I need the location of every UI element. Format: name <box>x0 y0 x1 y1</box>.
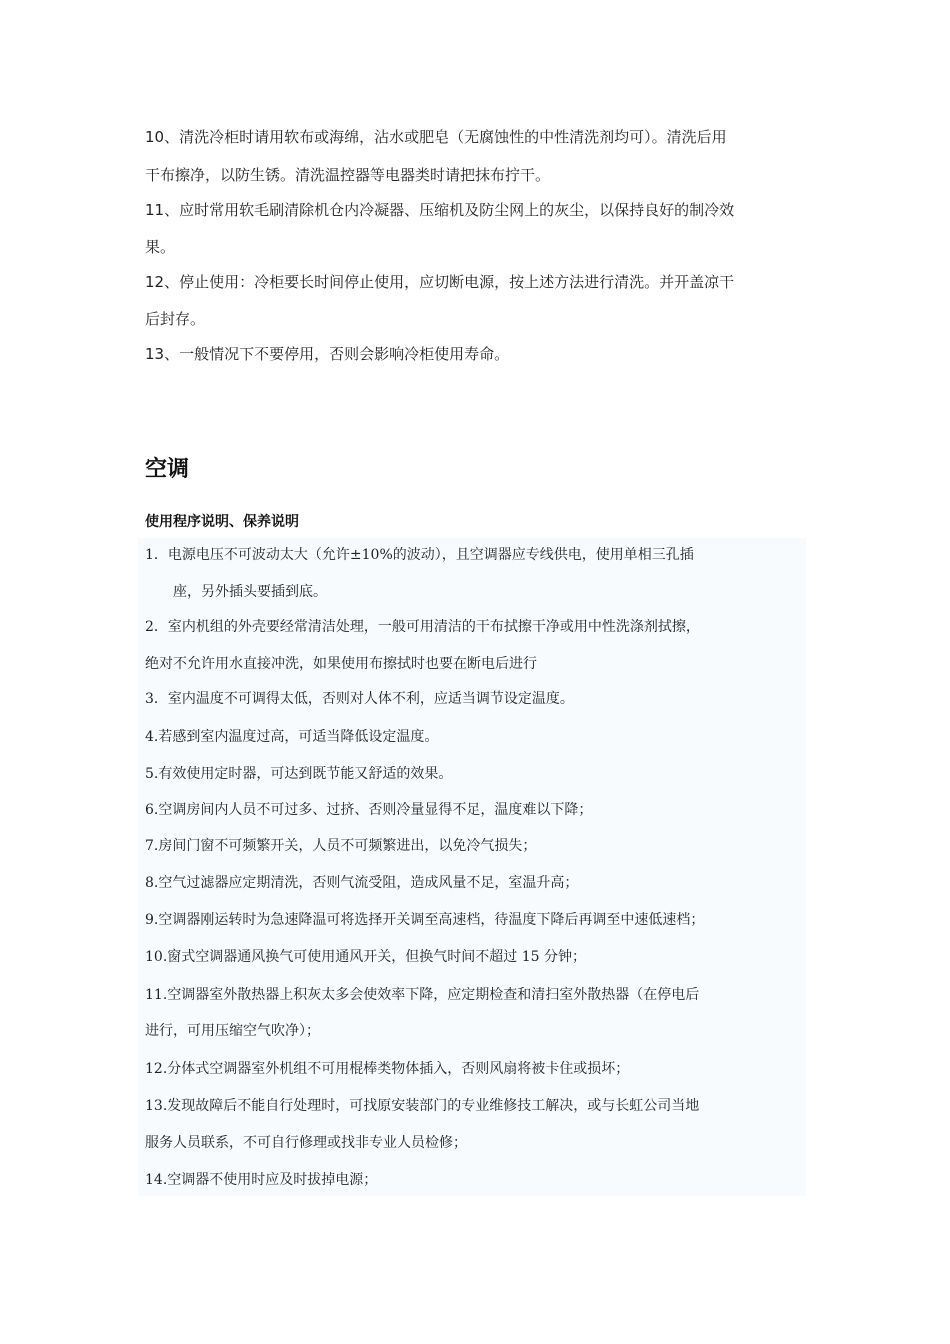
ac-item-line: 9.空调器刚运转时为急速降温可将选择开关调至高速档，待温度下降后再调至中速低速档； <box>145 912 705 928</box>
fridge-item-line: 10、清洗冷柜时请用软布或海绵，沾水或肥皂（无腐蚀性的中性清洗剂均可）。清洗后用 <box>145 128 727 146</box>
ac-item-line: 7.房间门窗不可频繁开关，人员不可频繁进出，以免冷气损失； <box>145 838 537 854</box>
ac-item-line: 服务人员联系，不可自行修理或找非专业人员检修； <box>145 1135 467 1151</box>
fridge-item-line: 果。 <box>145 238 176 256</box>
fridge-item-line: 11、应时常用软毛刷清除机仓内冷凝器、压缩机及防尘网上的灰尘，以保持良好的制冷效 <box>145 201 735 219</box>
fridge-item-line: 12、停止使用：冷柜要长时间停止使用，应切断电源，按上述方法进行清洗。并开盖凉干 <box>145 273 735 291</box>
ac-item-line: 1．电源电压不可波动太大（允许±10%的波动），且空调器应专线供电，使用单相三孔插 <box>145 547 694 563</box>
ac-item-line: 13.发现故障后不能自行处理时，可找原安装部门的专业维修技工解决，或与长虹公司当地 <box>145 1098 700 1114</box>
ac-item-line: 11.空调器室外散热器上积灰太多会使效率下降，应定期检查和清扫室外散热器（在停电后 <box>145 987 700 1003</box>
ac-item-line: 14.空调器不使用时应及时拔掉电源； <box>145 1172 378 1188</box>
ac-item-line: 10.窗式空调器通风换气可使用通风开关，但换气时间不超过 15 分钟； <box>145 949 586 965</box>
fridge-item-line: 干布擦净，以防生锈。清洗温控器等电器类时请把抹布拧干。 <box>145 166 551 184</box>
section-title: 空调 <box>145 457 190 482</box>
ac-item-line: 12.分体式空调器室外机组不可用棍棒类物体插入，否则风扇将被卡住或损坏； <box>145 1061 630 1077</box>
ac-item-line: 5.有效使用定时器，可达到既节能又舒适的效果。 <box>145 766 453 782</box>
ac-item-line: 2．室内机组的外壳要经常清洁处理，一般可用清洁的干布拭擦干净或用中性洗涤剂拭擦， <box>145 619 700 635</box>
fridge-item-line: 后封存。 <box>145 310 206 328</box>
ac-item-line: 6.空调房间内人员不可过多、过挤、否则冷量显得不足，温度难以下降； <box>145 802 593 818</box>
fridge-item-line: 13、一般情况下不要停用，否则会影响冷柜使用寿命。 <box>145 345 510 363</box>
ac-item-line: 3．室内温度不可调得太低，否则对人体不利，应适当调节设定温度。 <box>145 691 574 707</box>
ac-item-line: 8.空气过滤器应定期清洗，否则气流受阻，造成风量不足，室温升高； <box>145 875 579 891</box>
ac-item-line: 4.若感到室内温度过高，可适当降低设定温度。 <box>145 729 439 745</box>
ac-item-line: 进行，可用压缩空气吹净）； <box>145 1023 320 1039</box>
ac-item-line: 座，另外插头要插到底。 <box>173 584 327 600</box>
ac-item-line: 绝对不允许用水直接冲洗，如果使用布擦拭时也要在断电后进行 <box>145 656 537 672</box>
section-subtitle: 使用程序说明、保养说明 <box>145 514 299 530</box>
